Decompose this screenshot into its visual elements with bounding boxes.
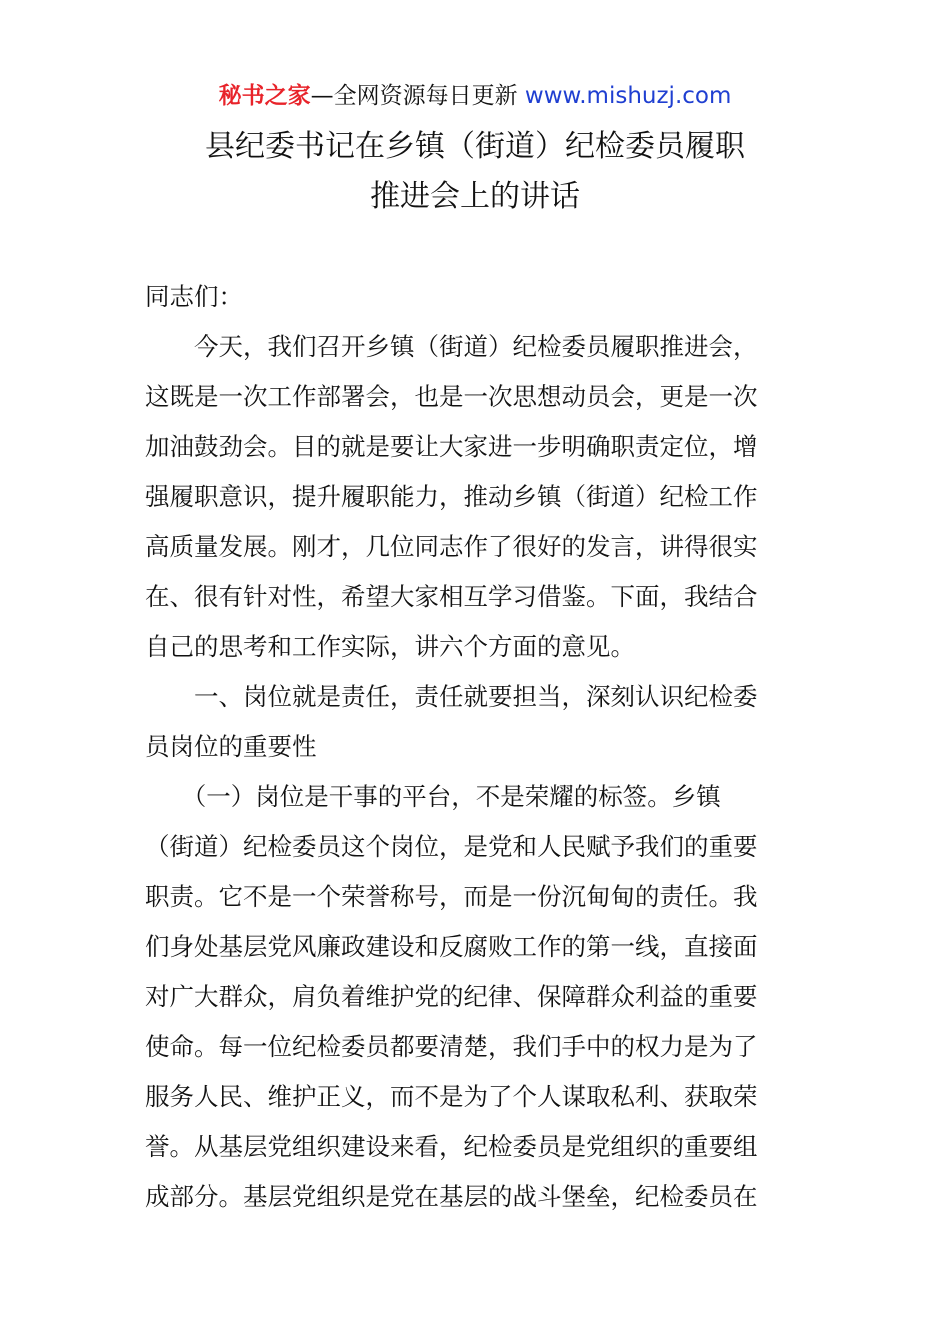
text-line: 使命。每一位纪检委员都要清楚，我们手中的权力是为了 (145, 1032, 758, 1061)
text-line: 誉。从基层党组织建设来看，纪检委员是党组织的重要组 (145, 1132, 758, 1161)
text-line: 今天，我们召开乡镇（街道）纪检委员履职推进会， (145, 332, 758, 361)
speech-body (145, 322, 807, 1222)
text-line: 这既是一次工作部署会，也是一次思想动员会，更是一次 (145, 382, 758, 411)
document-title-line-1: 县纪委书记在乡镇（街道）纪检委员履职 (205, 129, 745, 164)
site-url-link[interactable]: www.mishuzj.com (524, 83, 732, 109)
salutation-text: 同志们： (145, 282, 243, 311)
text-line: 服务人民、维护正义，而不是为了个人谋取私利、获取荣 (145, 1082, 758, 1111)
salutation (145, 272, 807, 322)
text-line: 们身处基层党风廉政建设和反腐败工作的第一线，直接面 (145, 932, 758, 961)
section-heading-line: 员岗位的重要性 (145, 732, 317, 761)
text-line: 加油鼓劲会。目的就是要让大家进一步明确职责定位，增 (145, 432, 758, 461)
brand-name: 秘书之家 (218, 83, 311, 109)
text-line: 在、很有针对性，希望大家相互学习借鉴。下面，我结合 (145, 582, 758, 611)
text-line: 强履职意识，提升履职能力，推动乡镇（街道）纪检工作 (145, 482, 758, 511)
text-line: （街道）纪检委员这个岗位，是党和人民赋予我们的重要 (145, 832, 758, 861)
document-title-line-2: 推进会上的讲话 (370, 179, 580, 214)
text-line: 高质量发展。刚才，几位同志作了很好的发言，讲得很实 (145, 532, 758, 561)
section-heading-line: 一、岗位就是责任，责任就要担当，深刻认识纪检委 (145, 682, 758, 711)
text-line: （一）岗位是干事的平台，不是荣耀的标签。乡镇 (145, 782, 721, 811)
text-line: 自己的思考和工作实际，讲六个方面的意见。 (145, 632, 635, 661)
text-line: 对广大群众，肩负着维护党的纪律、保障群众利益的重要 (145, 982, 758, 1011)
text-line: 职责。它不是一个荣誉称号，而是一份沉甸甸的责任。我 (145, 882, 758, 911)
text-line: 成部分。基层党组织是党在基层的战斗堡垒，纪检委员在 (145, 1182, 758, 1211)
site-header (0, 80, 950, 112)
header-tagline: —全网资源每日更新 (310, 83, 525, 109)
